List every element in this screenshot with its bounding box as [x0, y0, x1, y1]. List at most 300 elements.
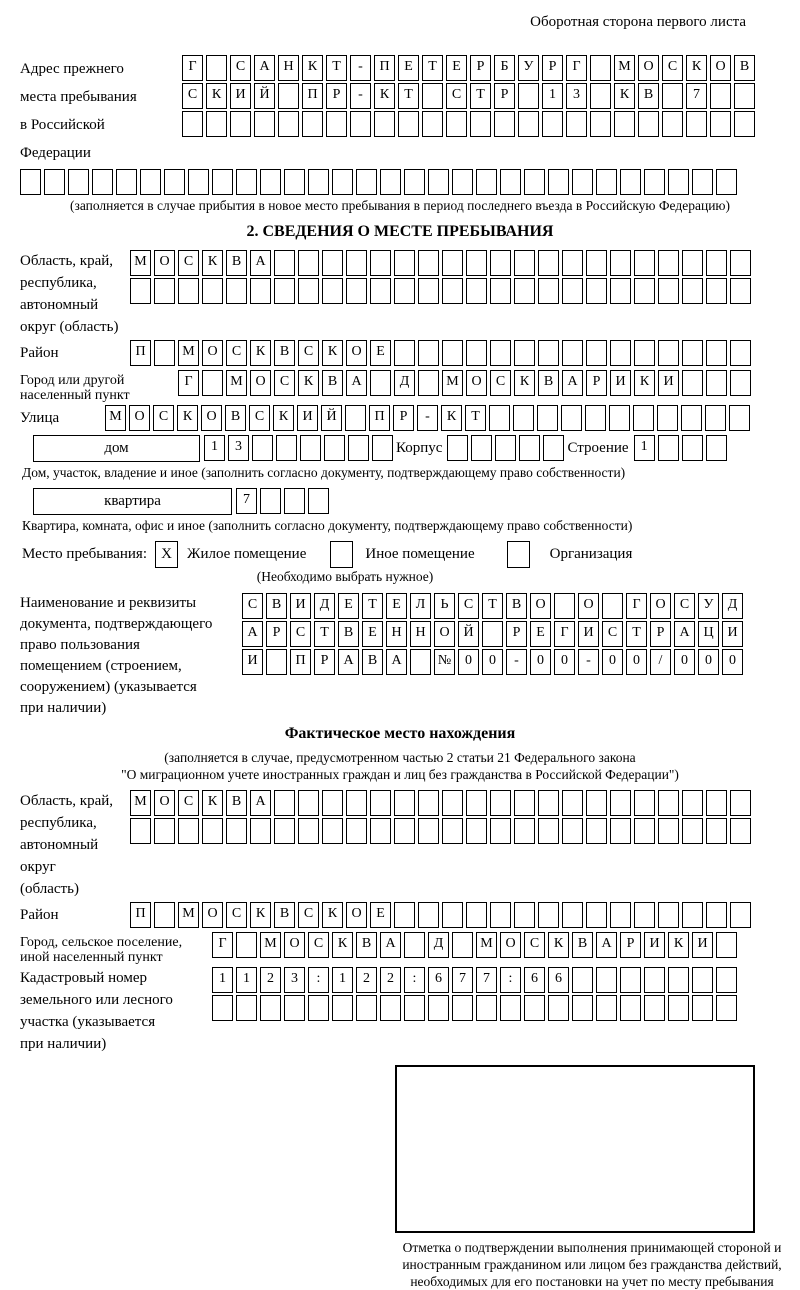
char-cell [308, 488, 329, 514]
char-cell: 3 [566, 83, 587, 109]
char-cell: О [500, 932, 521, 958]
char-cell [610, 250, 631, 276]
char-cell [422, 111, 443, 137]
char-cell [692, 169, 713, 195]
char-cell: С [458, 593, 479, 619]
char-cell [394, 818, 415, 844]
char-cell [490, 790, 511, 816]
char-cell: Г [566, 55, 587, 81]
char-cell [572, 995, 593, 1021]
document-block [20, 593, 780, 719]
char-cell [202, 278, 223, 304]
char-cell [370, 250, 391, 276]
char-cell [278, 83, 299, 109]
char-cell: С [178, 790, 199, 816]
char-cell [398, 111, 419, 137]
char-cell: О [154, 250, 175, 276]
char-cell [682, 902, 703, 928]
char-cell [561, 405, 582, 431]
char-cell [634, 278, 655, 304]
char-cell [470, 111, 491, 137]
char-cell [202, 370, 223, 396]
char-cell: Г [182, 55, 203, 81]
apartment-cells [236, 488, 332, 516]
char-cell: С [298, 340, 319, 366]
char-cell: Р [326, 83, 347, 109]
char-cell [586, 818, 607, 844]
char-cell [489, 405, 510, 431]
char-cell: 0 [626, 649, 647, 675]
char-cell [284, 488, 305, 514]
char-cell [514, 790, 535, 816]
actual-city-label-line: иной населенный пункт [20, 950, 163, 965]
char-cell [706, 818, 727, 844]
char-cell: Е [398, 55, 419, 81]
char-cell [494, 111, 515, 137]
char-cell [356, 169, 377, 195]
char-cell [372, 435, 393, 461]
char-cell [490, 340, 511, 366]
char-cell [250, 278, 271, 304]
cadastre-grid [212, 967, 740, 1023]
char-cell [284, 995, 305, 1021]
char-cell: У [698, 593, 719, 619]
char-cell [729, 405, 750, 431]
char-cell [442, 278, 463, 304]
char-cell: Р [542, 55, 563, 81]
char-cell [380, 995, 401, 1021]
char-cell: М [226, 370, 247, 396]
char-cell [609, 405, 630, 431]
char-cell [418, 250, 439, 276]
char-cell: И [242, 649, 263, 675]
char-cell [466, 902, 487, 928]
char-cell [658, 902, 679, 928]
char-cell: Р [314, 649, 335, 675]
char-cell: Т [465, 405, 486, 431]
char-cell [716, 169, 737, 195]
char-cell [278, 111, 299, 137]
char-cell: 7 [476, 967, 497, 993]
char-cell [500, 995, 521, 1021]
char-cell: Т [422, 55, 443, 81]
char-cell [418, 340, 439, 366]
stay-type-checkbox-other [330, 541, 353, 568]
char-cell [586, 340, 607, 366]
char-cell [370, 790, 391, 816]
char-cell [614, 111, 635, 137]
actual-district-cells [130, 902, 754, 930]
char-cell: О [201, 405, 222, 431]
char-cell [154, 278, 175, 304]
char-cell: Ц [698, 621, 719, 647]
char-cell [116, 169, 137, 195]
char-cell [466, 790, 487, 816]
char-cell [548, 169, 569, 195]
char-cell: 0 [602, 649, 623, 675]
char-cell [44, 169, 65, 195]
document-label-line: помещением (строением, [20, 658, 182, 674]
char-cell [394, 250, 415, 276]
actual-location-note-1: (заполняется в случае, предусмотренном частью 2 статьи 21 Федерального закона [164, 750, 636, 765]
char-cell: П [290, 649, 311, 675]
char-cell: 3 [284, 967, 305, 993]
cadastre-block [20, 967, 780, 1055]
char-cell: К [322, 902, 343, 928]
char-cell [490, 250, 511, 276]
char-cell [638, 111, 659, 137]
char-cell: К [250, 340, 271, 366]
char-cell: 1 [212, 967, 233, 993]
actual-city-block [20, 932, 780, 965]
char-cell [500, 169, 521, 195]
stroenie-cells [634, 435, 730, 463]
char-cell [495, 435, 516, 461]
char-cell [610, 278, 631, 304]
char-cell: К [206, 83, 227, 109]
char-cell [422, 83, 443, 109]
char-cell [206, 111, 227, 137]
stay-type-option-residential: Жилое помещение [187, 546, 307, 562]
char-cell: В [274, 902, 295, 928]
char-cell [404, 169, 425, 195]
stay-type-checkbox-organization [507, 541, 530, 568]
char-cell: Ь [434, 593, 455, 619]
house-cells [204, 435, 396, 463]
char-cell: К [177, 405, 198, 431]
prev-address-row-3 [182, 111, 758, 139]
char-cell: С [662, 55, 683, 81]
char-cell [476, 995, 497, 1021]
char-cell [308, 995, 329, 1021]
char-cell [446, 111, 467, 137]
char-cell: Р [586, 370, 607, 396]
char-cell [370, 278, 391, 304]
char-cell: 6 [524, 967, 545, 993]
char-cell: : [500, 967, 521, 993]
cadastre-label-line: Кадастровый номер [20, 970, 147, 986]
char-cell [20, 169, 41, 195]
char-cell [682, 370, 703, 396]
char-cell: В [638, 83, 659, 109]
char-cell [538, 278, 559, 304]
char-cell: О [284, 932, 305, 958]
char-cell [178, 278, 199, 304]
char-cell: Н [386, 621, 407, 647]
char-cell [298, 818, 319, 844]
char-cell: П [130, 902, 151, 928]
char-cell [524, 995, 545, 1021]
document-row-3 [242, 649, 746, 677]
char-cell [730, 370, 751, 396]
district-block [20, 340, 780, 368]
char-cell [490, 818, 511, 844]
char-cell: 2 [356, 967, 377, 993]
char-cell [260, 995, 281, 1021]
document-grid [242, 593, 746, 677]
document-label [20, 593, 242, 719]
char-cell [346, 278, 367, 304]
char-cell: С [249, 405, 270, 431]
char-cell [236, 932, 257, 958]
char-cell [706, 278, 727, 304]
char-cell [274, 278, 295, 304]
char-cell: А [380, 932, 401, 958]
char-cell [322, 278, 343, 304]
char-cell [519, 435, 540, 461]
prev-address-label-line: Федерации [20, 145, 91, 161]
char-cell: Н [410, 621, 431, 647]
char-cell: Г [554, 621, 575, 647]
char-cell: О [346, 340, 367, 366]
city-label-line: населенный пункт [20, 388, 130, 403]
cadastre-label-line: участка (указывается [20, 1014, 156, 1030]
char-cell: М [442, 370, 463, 396]
char-cell [610, 902, 631, 928]
char-cell [514, 340, 535, 366]
char-cell: П [130, 340, 151, 366]
prev-address-label-line: Адрес прежнего [20, 61, 124, 77]
char-cell: С [446, 83, 467, 109]
char-cell [730, 278, 751, 304]
char-cell: С [290, 621, 311, 647]
char-cell [130, 278, 151, 304]
char-cell: К [548, 932, 569, 958]
char-cell [154, 902, 175, 928]
char-cell [554, 593, 575, 619]
char-cell [418, 818, 439, 844]
char-cell [92, 169, 113, 195]
char-cell [610, 790, 631, 816]
document-row-1 [242, 593, 746, 621]
char-cell [298, 250, 319, 276]
char-cell [681, 405, 702, 431]
char-cell [212, 995, 233, 1021]
char-cell: О [129, 405, 150, 431]
char-cell [447, 435, 468, 461]
char-cell [322, 250, 343, 276]
char-cell [164, 169, 185, 195]
actual-city-cells [212, 932, 740, 960]
char-cell: О [578, 593, 599, 619]
char-cell [706, 790, 727, 816]
char-cell: К [614, 83, 635, 109]
char-cell: С [230, 55, 251, 81]
street-label: Улица [20, 410, 60, 426]
char-cell [418, 278, 439, 304]
char-cell [668, 169, 689, 195]
char-cell [658, 818, 679, 844]
char-cell [410, 649, 431, 675]
stay-type-option-organization: Организация [549, 546, 633, 562]
char-cell [682, 435, 703, 461]
char-cell: М [105, 405, 126, 431]
char-cell: 6 [548, 967, 569, 993]
char-cell [471, 435, 492, 461]
char-cell: В [356, 932, 377, 958]
char-cell [260, 169, 281, 195]
char-cell [370, 818, 391, 844]
actual-region-row-2 [130, 818, 754, 846]
char-cell: К [374, 83, 395, 109]
char-cell: О [710, 55, 731, 81]
char-cell [206, 55, 227, 81]
char-cell: И [230, 83, 251, 109]
char-cell [705, 405, 726, 431]
char-cell: Т [470, 83, 491, 109]
char-cell [657, 405, 678, 431]
char-cell [585, 405, 606, 431]
char-cell: : [308, 967, 329, 993]
char-cell: Й [458, 621, 479, 647]
district-label: Район [20, 345, 59, 361]
stay-type-block [22, 541, 780, 568]
char-cell [662, 83, 683, 109]
document-label-line: документа, подтверждающего [20, 616, 213, 632]
char-cell [380, 169, 401, 195]
char-cell: 1 [634, 435, 655, 461]
char-cell [428, 169, 449, 195]
char-cell [442, 790, 463, 816]
char-cell: А [242, 621, 263, 647]
prev-address-label-line: места пребывания [20, 89, 137, 105]
char-cell [212, 169, 233, 195]
char-cell: К [514, 370, 535, 396]
actual-region-label [20, 790, 130, 900]
char-cell [284, 169, 305, 195]
char-cell [562, 250, 583, 276]
char-cell: С [298, 902, 319, 928]
char-cell [332, 169, 353, 195]
char-cell [572, 169, 593, 195]
char-cell: А [338, 649, 359, 675]
char-cell [428, 995, 449, 1021]
char-cell: Д [394, 370, 415, 396]
char-cell: С [602, 621, 623, 647]
char-cell [543, 435, 564, 461]
char-cell [682, 250, 703, 276]
char-cell: С [182, 83, 203, 109]
char-cell [596, 967, 617, 993]
char-cell: В [538, 370, 559, 396]
char-cell [634, 790, 655, 816]
city-label [20, 370, 178, 403]
char-cell: А [562, 370, 583, 396]
char-cell [590, 55, 611, 81]
char-cell: И [722, 621, 743, 647]
apartment-block [20, 488, 780, 516]
char-cell [538, 818, 559, 844]
char-cell [706, 340, 727, 366]
char-cell: - [350, 83, 371, 109]
page-side-note: Оборотная сторона первого листа [530, 14, 746, 30]
char-cell: И [290, 593, 311, 619]
char-cell: С [524, 932, 545, 958]
char-cell [706, 435, 727, 461]
char-cell [610, 818, 631, 844]
char-cell: Г [626, 593, 647, 619]
char-cell: С [178, 250, 199, 276]
char-cell: С [674, 593, 695, 619]
char-cell: М [260, 932, 281, 958]
char-cell: В [274, 340, 295, 366]
char-cell: О [250, 370, 271, 396]
char-cell: Е [530, 621, 551, 647]
char-cell: С [153, 405, 174, 431]
char-cell [514, 250, 535, 276]
char-cell [442, 250, 463, 276]
char-cell: О [434, 621, 455, 647]
char-cell: Д [722, 593, 743, 619]
char-cell [226, 818, 247, 844]
actual-district-block [20, 902, 780, 930]
house-label-box: дом [33, 435, 200, 462]
actual-location-note-2: "О миграционном учете иностранных граждан и лиц без гражданства в Российской Федерации") [121, 767, 679, 782]
prev-address-grid [182, 55, 758, 139]
char-cell: И [610, 370, 631, 396]
char-cell: Р [650, 621, 671, 647]
actual-city-label [20, 932, 212, 965]
prev-address-row-4 [20, 169, 780, 197]
char-cell [274, 790, 295, 816]
char-cell [634, 250, 655, 276]
char-cell [404, 932, 425, 958]
char-cell [537, 405, 558, 431]
document-label-line: Наименование и реквизиты [20, 595, 197, 611]
char-cell: П [374, 55, 395, 81]
char-cell [394, 340, 415, 366]
char-cell: 7 [686, 83, 707, 109]
char-cell [182, 111, 203, 137]
char-cell: 1 [332, 967, 353, 993]
char-cell [324, 435, 345, 461]
char-cell [68, 169, 89, 195]
char-cell: Т [314, 621, 335, 647]
korpus-cells [447, 435, 567, 463]
stay-type-label: Место пребывания: [22, 546, 147, 562]
char-cell [658, 435, 679, 461]
char-cell: А [346, 370, 367, 396]
char-cell: В [226, 250, 247, 276]
char-cell: О [202, 340, 223, 366]
char-cell: О [638, 55, 659, 81]
char-cell: С [490, 370, 511, 396]
char-cell: А [674, 621, 695, 647]
char-cell [350, 111, 371, 137]
char-cell: В [226, 790, 247, 816]
region-label-line: Область, край, [20, 253, 114, 269]
char-cell [250, 818, 271, 844]
char-cell [466, 278, 487, 304]
char-cell: Е [362, 621, 383, 647]
char-cell [394, 278, 415, 304]
registration-stamp-box [395, 1065, 755, 1233]
char-cell: : [404, 967, 425, 993]
char-cell: 0 [554, 649, 575, 675]
char-cell: 0 [722, 649, 743, 675]
char-cell: Е [446, 55, 467, 81]
actual-region-row-1 [130, 790, 754, 818]
char-cell [452, 169, 473, 195]
char-cell: Н [278, 55, 299, 81]
cadastre-label [20, 967, 212, 1055]
char-cell: 0 [674, 649, 695, 675]
char-cell: М [130, 790, 151, 816]
char-cell: 0 [530, 649, 551, 675]
street-cells [105, 405, 753, 433]
char-cell [548, 995, 569, 1021]
char-cell: К [250, 902, 271, 928]
